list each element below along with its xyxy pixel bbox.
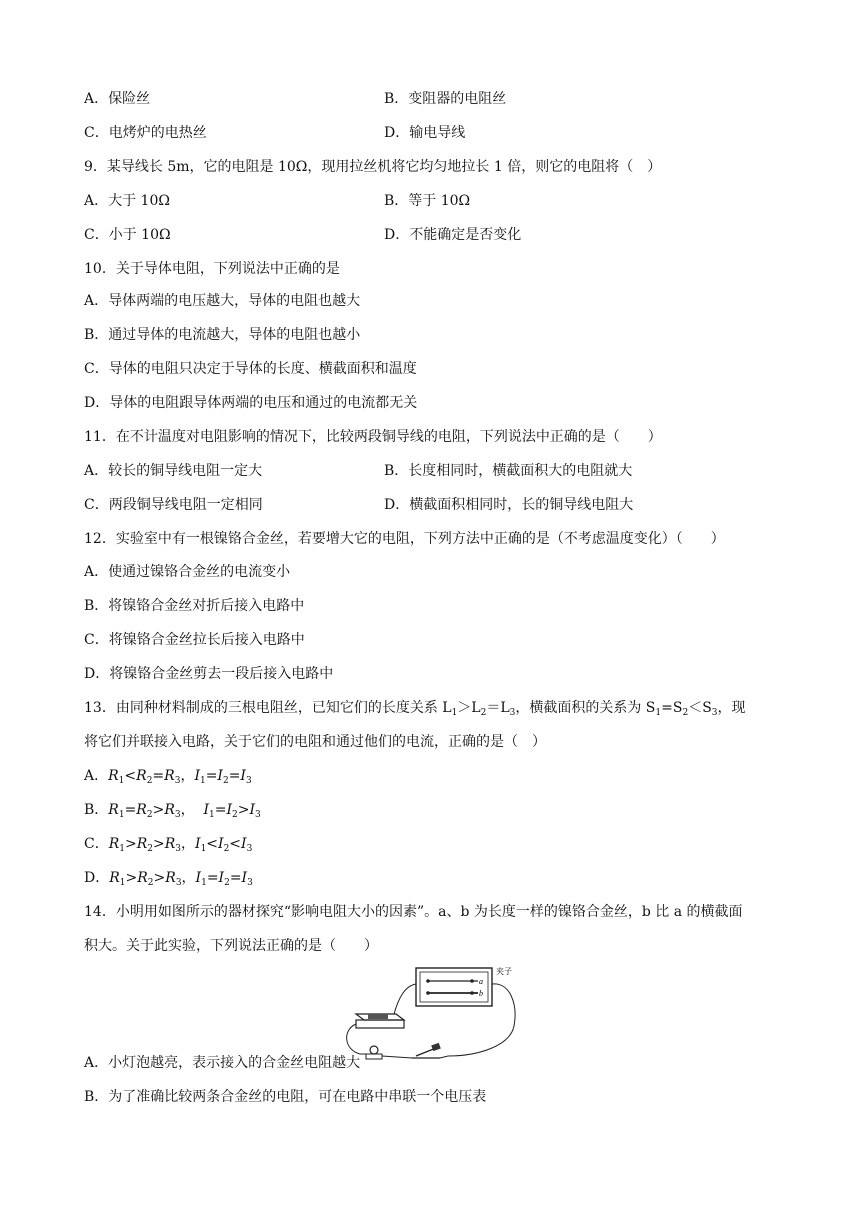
circuit-diagram <box>338 964 522 1064</box>
q10-option-b: B．通过导体的电流越大，导体的电阻也越小 <box>84 327 361 343</box>
q12-stem: 12．实验室中有一根镍铬合金丝，若要增大它的电阻，下列方法中正确的是（不考虑温度变化）（ ） <box>84 531 725 547</box>
q11-option-b: B．长度相同时，横截面积大的电阻就大 <box>384 463 633 479</box>
q13-option-a: A．$R_1<R_2=R_3$，$I_1=I_2=I_3$ <box>84 768 252 786</box>
q12-option-d: D．将镍铬合金丝剪去一段后接入电路中 <box>84 666 334 682</box>
q10-option-a: A．导体两端的电压越大，导体的电阻也越大 <box>84 293 361 309</box>
q9-stem: 9．某导线长 5m，它的电阻是 10Ω，现用拉丝机将它均匀地拉长 1 倍，则它的电阻将（ ） <box>84 159 662 175</box>
label-b: b <box>479 989 483 998</box>
q13-option-b: B．$R_1=R_2>R_3$， $I_1=I_2>I_3$ <box>84 802 261 820</box>
q13-option-d: D．$R_1>R_2>R_3$，$I_1=I_2=I_3$ <box>84 870 253 888</box>
q14-option-b: B．为了准确比较两条合金丝的电阻，可在电路中串联一个电压表 <box>84 1089 487 1105</box>
q11-option-c: C．两段铜导线电阻一定相同 <box>84 497 263 513</box>
bulb <box>370 1046 378 1054</box>
q9-option-d: D．不能确定是否变化 <box>384 227 522 243</box>
wire-board <box>416 968 492 1006</box>
q13-stem-line1: 13．由同种材料制成的三根电阻丝，已知它们的长度关系 $L_1>L_2=L_3$，横截面积的关系为 $S_1=S_2<S_3$，现 <box>84 700 746 718</box>
q13-option-c: C．$R_1>R_2>R_3$，$I_1<I_2<I_3$ <box>84 836 253 854</box>
q14-stem-line2: 积大。关于此实验，下列说法正确的是（ ） <box>84 938 378 954</box>
q9-option-c: C．小于 10Ω <box>84 227 171 243</box>
q11-stem: 11．在不计温度对电阻影响的情况下，比较两段铜导线的电阻，下列说法中正确的是（ ） <box>84 429 662 445</box>
q12-option-a: A．使通过镍铬合金丝的电流变小 <box>84 564 291 580</box>
q13-stem-line2: 将它们并联接入电路，关于它们的电阻和通过他们的电流，正确的是（ ） <box>84 734 546 750</box>
q8-option-c: C．电烤炉的电热丝 <box>84 125 207 141</box>
q8-option-d: D．输电导线 <box>384 125 466 141</box>
q14-stem-line1: 14．小明用如图所示的器材探究“影响电阻大小的因素”。a、b 为长度一样的镍铬合金丝，b 比 a 的横截面 <box>84 904 743 920</box>
q11-option-d: D．横截面积相同时，长的铜导线电阻大 <box>384 497 634 513</box>
q11-option-a: A．较长的铜导线电阻一定大 <box>84 463 263 479</box>
q10-stem: 10．关于导体电阻，下列说法中正确的是 <box>84 261 340 277</box>
q14-option-a: A．小灯泡越亮，表示接入的合金丝电阻越大 <box>84 1055 361 1071</box>
label-a: a <box>479 977 483 986</box>
q12-option-c: C．将镍铬合金丝拉长后接入电路中 <box>84 632 305 648</box>
label-clip: 夹子 <box>496 967 512 976</box>
q10-option-c: C．导体的电阻只决定于导体的长度、横截面积和温度 <box>84 361 417 377</box>
q9-option-a: A．大于 10Ω <box>84 193 170 209</box>
q8-option-b: B．变阻器的电阻丝 <box>384 91 507 107</box>
q8-option-a: A．保险丝 <box>84 91 151 107</box>
q9-option-b: B．等于 10Ω <box>384 193 471 209</box>
q12-option-b: B．将镍铬合金丝对折后接入电路中 <box>84 598 305 614</box>
q10-option-d: D．导体的电阻跟导体两端的电压和通过的电流都无关 <box>84 395 418 411</box>
